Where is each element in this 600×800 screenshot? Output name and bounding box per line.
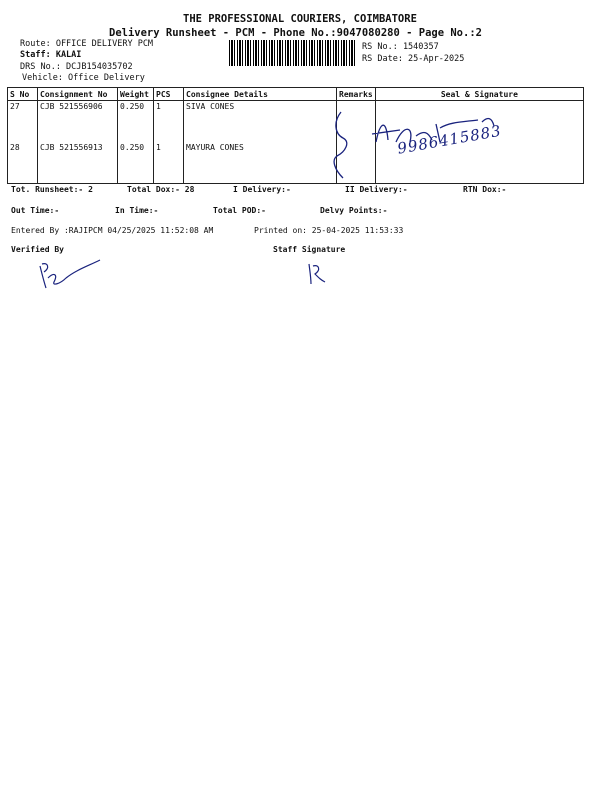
total-dox: Total Dox:- 28 [127,185,195,194]
printed-on: Printed on: 25-04-2025 11:53:33 [254,226,404,235]
verified-by-label: Verified By [11,245,64,254]
col-sno: S No [8,88,38,101]
col-remarks: Remarks [337,88,376,101]
staff-label: Staff: KALAI [20,50,82,60]
vehicle-label: Vehicle: Office Delivery [22,73,145,83]
entered-by: Entered By :RAJIPCM 04/25/2025 11:52:08 AM [11,226,214,235]
drs-number: DRS No.: DCJB154035702 [20,62,133,72]
barcode [229,40,357,66]
runsheet-subtitle: Delivery Runsheet - PCM - Phone No.:9047080280 - Page No.:2 [109,27,482,39]
rs-date: RS Date: 25-Apr-2025 [362,54,465,64]
cell-sno: 27 [8,101,38,143]
handwritten-phone-number: 9986415883 [396,121,503,158]
company-title: THE PROFESSIONAL COURIERS, COIMBATORE [183,13,417,25]
staff-signature-label: Staff Signature [273,245,346,254]
tot-runsheet: Tot. Runsheet:- 2 [11,185,93,194]
col-pcs: PCS [154,88,184,101]
verified-by-signature [36,258,106,298]
cell-pcs: 1 [154,142,184,184]
i-delivery: I Delivery:- [233,185,291,194]
cell-consignment: CJB 521556913 [38,142,118,184]
cell-consignee: SIVA CONES [184,101,337,143]
in-time: In Time:- [115,206,159,215]
col-consignment: Consignment No [38,88,118,101]
route-label: Route: OFFICE DELIVERY PCM [20,39,154,49]
cell-weight: 0.250 [118,101,154,143]
delvy-points: Delvy Points:- [320,206,388,215]
cell-pcs: 1 [154,101,184,143]
rtn-dox: RTN Dox:- [463,185,507,194]
out-time: Out Time:- [11,206,60,215]
staff-signature-mark [305,260,335,290]
cell-sno: 28 [8,142,38,184]
remarks-signature-mark [325,108,365,183]
rs-number: RS No.: 1540357 [362,42,439,52]
table-header-row [8,88,584,101]
cell-consignee: MAYURA CONES [184,142,337,184]
cell-weight: 0.250 [118,142,154,184]
cell-consignment: CJB 521556906 [38,101,118,143]
total-pod: Total POD:- [213,206,266,215]
ii-delivery: II Delivery:- [345,185,408,194]
col-consignee: Consignee Details [184,88,337,101]
col-weight: Weight [118,88,154,101]
col-seal-signature: Seal & Signature [375,88,583,101]
